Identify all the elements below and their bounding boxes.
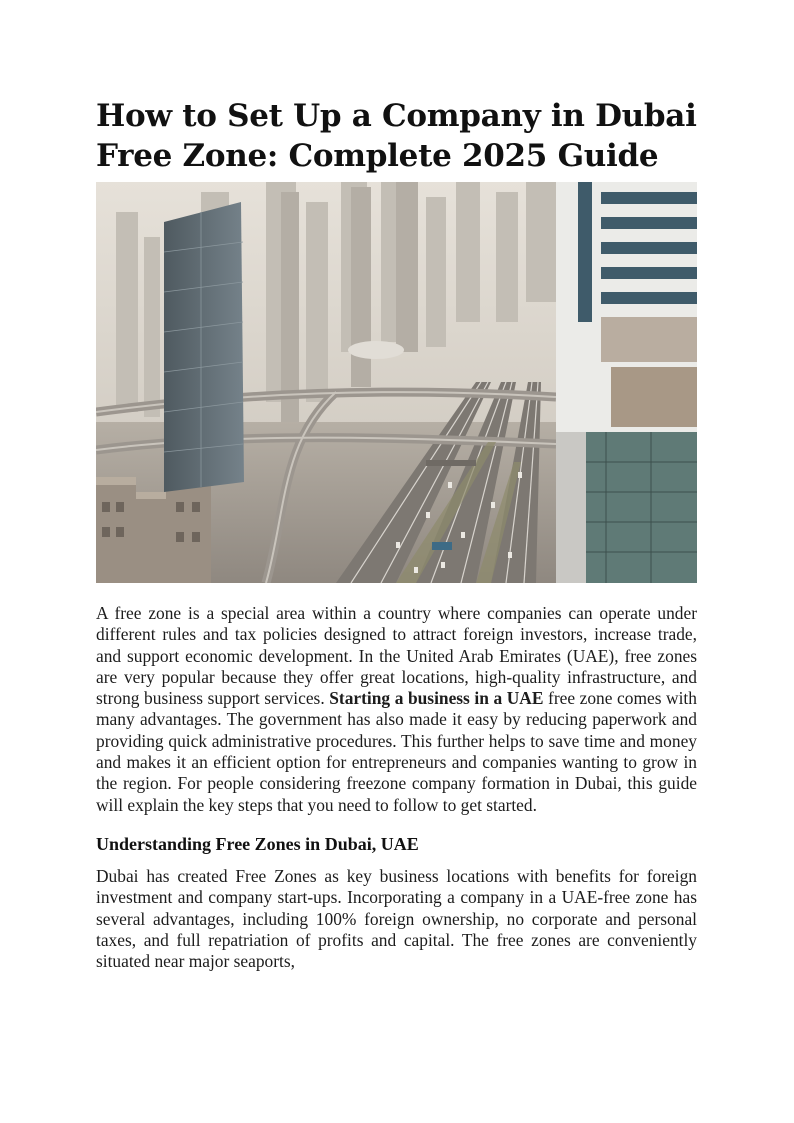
page-title [96,96,697,176]
document-page [96,96,697,972]
section-heading-understanding-free-zones: Understanding Free Zones in Dubai, UAE [96,833,419,854]
title-line-2: Free Zone: Complete 2025 Guide [96,138,659,174]
title-line-1: How to Set Up a Company in Dubai [96,98,697,134]
intro-bold-text: Starting a business in a UAE [329,688,544,709]
hero-image-dubai-skyline [96,182,697,583]
intro-text-part1: A free zone is a special area within a country where companies can operate under different rules and tax policies designed to attract foreign investors, increase trade, and support economic development. In the United Arab Emirates (UAE), free zones are very popular because they offer great locations, high-quality infrastructure, and strong business support services. [96,603,697,709]
section-paragraph: Dubai has created Free Zones as key business locations with benefits for foreign investment and company start-ups. Incorporating a company in a UAE-free zone has several advantages, including 100% foreign ownership, no corporate and personal taxes, and full repatriation of profits and capital. The free zones are conveniently situated near major seaports, [96,865,697,972]
intro-text-part2: free zone comes with many advantages. The government has also made it easy by reducing paperwork and providing quick administrative procedures. This further helps to save time and money and makes it an efficient option for entrepreneurs and companies wanting to grow in the region. For people considering freezone company formation in Dubai, this guide will explain the key steps that you need to follow to get started. [96,688,697,815]
intro-paragraph [96,603,697,816]
